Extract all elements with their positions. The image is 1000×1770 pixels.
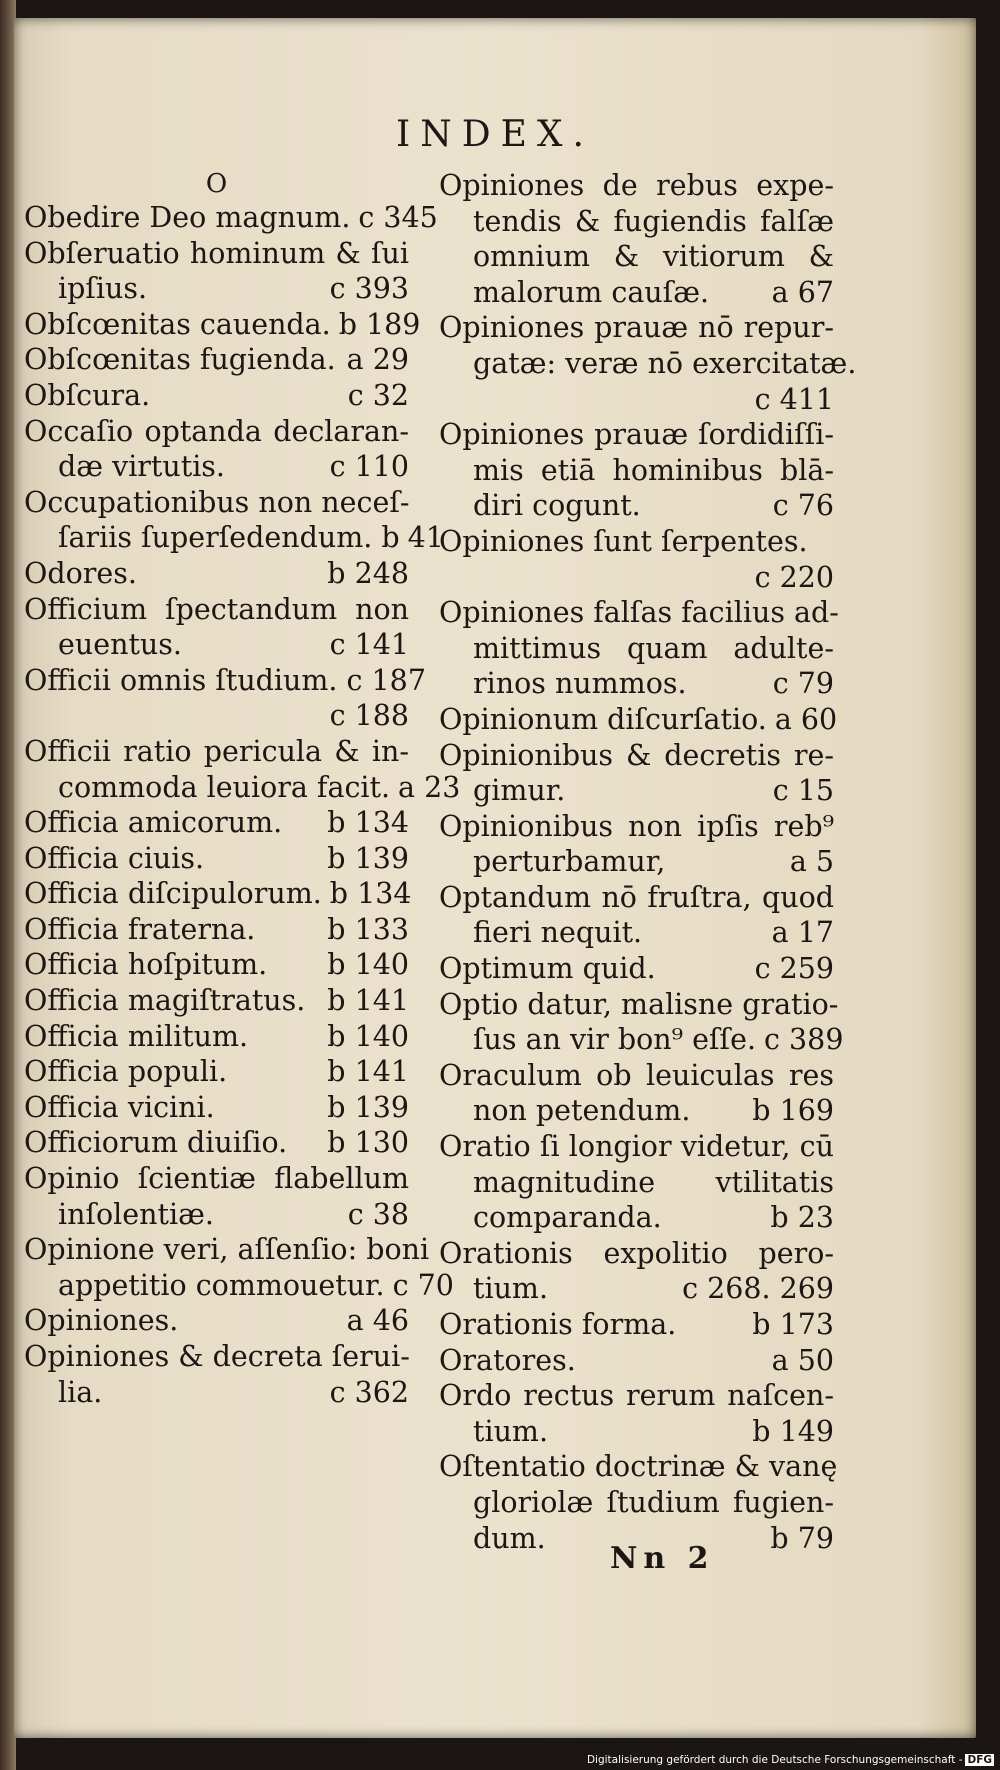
entry-reference: b 139 [327, 1090, 409, 1124]
entry-text: Officia militum. [24, 1019, 249, 1053]
entry-text: Officiorum diuiſio. [24, 1126, 288, 1160]
entry-line [24, 1375, 409, 1411]
index-entry [24, 1019, 409, 1055]
book-page [14, 18, 976, 1738]
section-letter: O [205, 169, 228, 199]
entry-line [439, 915, 834, 951]
entry-reference: b 140 [327, 948, 409, 982]
entry-reference: a 29 [346, 343, 409, 377]
entry-line [439, 1271, 834, 1307]
entry-reference: a 67 [771, 275, 834, 309]
index-entry [24, 414, 409, 485]
entry-reference: b 139 [327, 841, 409, 875]
entry-line: tendis & fugiendis falſæ [473, 204, 834, 238]
entry-line [24, 1268, 454, 1304]
entry-line: Officii omnis ſtudium. c 187 [24, 663, 426, 697]
entry-text: Opinionum diſcurſatio. [439, 702, 767, 736]
entry-line: Opiniones ſunt ſerpentes. [439, 524, 808, 558]
entry-text: ſus an vir bon⁹ eſſe. [473, 1023, 757, 1057]
entry-line [24, 520, 444, 556]
entry-text: inſolentiæ. [58, 1197, 214, 1231]
index-entry [439, 738, 834, 809]
entry-line [24, 1303, 409, 1339]
entry-text: ſariis ſuperſedendum. b [58, 521, 400, 555]
entry-line: Oſtentatio doctrinæ & vanę [439, 1450, 838, 1484]
index-entry [24, 1054, 409, 1090]
entry-text: dæ virtutis. [58, 450, 225, 484]
index-entry [24, 378, 409, 414]
index-entry [439, 951, 834, 987]
index-entry [439, 1058, 834, 1129]
entry-line: Oraculum ob leuiculas res [439, 1058, 834, 1092]
entry-line [24, 912, 409, 948]
entry-line [439, 844, 834, 880]
entry-line: magnitudine vtilitatis [473, 1165, 834, 1199]
index-entry [24, 734, 461, 805]
index-entry [24, 556, 409, 592]
entry-line: gatæ: veræ nō exercitatæ. [473, 346, 857, 380]
index-entry [24, 912, 409, 948]
entry-text: non petendum. [473, 1094, 691, 1128]
entry-reference: b 134 [329, 877, 412, 911]
entry-text: dum. [473, 1521, 546, 1555]
entry-text: commoda leuiora facit. [58, 770, 391, 804]
entry-line [439, 1307, 834, 1343]
entry-line [439, 951, 834, 987]
entry-line: Optio datur, malisne gratio- [439, 987, 839, 1021]
index-entry [24, 1125, 409, 1161]
catchword: Nn 2 [610, 1541, 715, 1576]
index-entry [24, 983, 409, 1019]
entry-reference: b 149 [752, 1414, 834, 1448]
entry-reference: b 133 [327, 912, 409, 946]
entry-line: Ordo rectus rerum naſcen- [439, 1379, 834, 1413]
entry-line: Optandum nō fruſtra, quod [439, 880, 834, 914]
entry-line [24, 770, 461, 806]
entry-line [439, 1200, 834, 1236]
entry-reference: c 220 [754, 560, 834, 594]
index-entry [439, 595, 839, 702]
entry-reference: b 79 [770, 1521, 834, 1555]
index-entry [439, 1378, 834, 1449]
index-entry [24, 342, 409, 378]
entry-line [439, 1343, 834, 1379]
entry-text: Officia diſcipulorum. [24, 877, 322, 911]
entry-text: tium. [473, 1414, 549, 1448]
entry-reference: c 362 [329, 1375, 409, 1409]
entry-text: diri cogunt. [473, 489, 641, 523]
entry-line [439, 275, 834, 311]
entry-reference: c 393 [329, 272, 409, 306]
entry-reference: b 173 [752, 1308, 834, 1341]
entry-reference: b 141 [327, 1055, 409, 1089]
entry-text: Opiniones. [24, 1304, 179, 1338]
entry-reference: c 411 [754, 382, 834, 416]
index-entry [24, 1303, 409, 1339]
entry-line [24, 841, 409, 877]
entry-line: Occaſio optanda declaran- [24, 414, 409, 448]
entry-reference: c 70 [392, 1268, 454, 1302]
entry-reference: 41 [407, 521, 444, 555]
entry-reference: b 248 [327, 556, 409, 590]
entry-line [24, 556, 409, 592]
entry-reference: a 50 [771, 1343, 834, 1377]
entry-line [24, 200, 438, 236]
entry-line [439, 1022, 844, 1058]
entry-line: mittimus quam adulte- [473, 631, 834, 665]
entry-reference: c 79 [772, 667, 834, 701]
index-entry [24, 307, 421, 343]
entry-line: Occupationibus non neceſ- [24, 485, 410, 519]
index-column-right [439, 168, 857, 1556]
entry-reference: c 141 [329, 628, 409, 662]
entry-line: Orationis expolitio pero- [439, 1236, 834, 1270]
entry-line [24, 378, 409, 414]
index-entry [24, 485, 444, 556]
entry-reference: b 130 [327, 1126, 409, 1160]
entry-text: Officia hoſpitum. [24, 948, 268, 982]
entry-reference: c 259 [754, 952, 834, 986]
entry-reference: c 345 [358, 201, 438, 234]
index-entry [439, 987, 844, 1058]
entry-line [24, 342, 409, 378]
entry-text: Odores. [24, 556, 137, 590]
index-entry [24, 236, 409, 307]
index-entry [24, 805, 409, 841]
index-entry [439, 310, 857, 417]
entry-line [24, 1019, 409, 1055]
entry-line: mis etiā hominibus blā- [473, 453, 834, 487]
entry-text: Orationis forma. [439, 1308, 677, 1341]
entry-reference: c 15 [772, 774, 834, 808]
index-entry [24, 876, 412, 912]
index-entry [24, 841, 409, 877]
entry-line: Oratio ſi longior videtur, cū [439, 1130, 834, 1164]
entry-line [24, 1125, 409, 1161]
entry-text: fieri nequit. [473, 916, 643, 950]
entry-reference: a 23 [398, 770, 461, 804]
entry-reference: a 46 [346, 1304, 409, 1338]
entry-line: Officium ſpectandum non [24, 592, 409, 626]
entry-reference: c 76 [772, 489, 834, 523]
entry-text: Officia magiſtratus. [24, 984, 306, 1018]
index-entry [439, 809, 834, 880]
entry-line: Opiniones prauæ nō repur- [439, 311, 834, 345]
entry-text: ipſius. [58, 272, 148, 306]
index-column-left [24, 168, 461, 1410]
entry-line: Obſeruatio hominum & ſui [24, 236, 409, 270]
index-entry [439, 702, 838, 738]
entry-text: lia. [58, 1375, 103, 1409]
index-entry [24, 947, 409, 983]
index-entry [24, 200, 438, 236]
entry-reference: c 389 [764, 1023, 844, 1057]
entry-reference: a 60 [774, 702, 838, 736]
index-entry [24, 1232, 454, 1303]
entry-reference: b 169 [752, 1094, 834, 1128]
entry-reference: c 188 [329, 699, 409, 733]
entry-text: rinos nummos. [473, 667, 687, 701]
index-list-left [24, 200, 461, 1410]
entry-line [439, 1093, 834, 1129]
entry-line [24, 271, 409, 307]
entry-line: Opiniones & decreta ſerui- [24, 1340, 410, 1373]
entry-text: perturbamur, [473, 845, 666, 879]
entry-line [439, 666, 834, 702]
entry-line [24, 947, 409, 983]
page-title: INDEX. [396, 114, 594, 155]
entry-reference: b 141 [327, 984, 409, 1018]
index-list-right [439, 168, 857, 1556]
entry-reference: c 32 [347, 378, 409, 412]
entry-text: malorum cauſæ. [473, 275, 710, 309]
entry-line [439, 702, 838, 738]
entry-text: Optimum quid. [439, 952, 656, 986]
entry-line: Opinione veri, aſſenſio: boni [24, 1233, 430, 1267]
entry-reference: c 38 [347, 1197, 409, 1231]
index-entry [439, 1236, 834, 1307]
index-entry [439, 1307, 834, 1343]
index-entry [439, 417, 834, 524]
index-entry [439, 1129, 834, 1236]
index-entry [439, 168, 834, 310]
digitization-footer [587, 1754, 994, 1766]
entry-line: Opiniones de rebus expe- [439, 169, 834, 202]
entry-reference: b 140 [327, 1019, 409, 1053]
entry-text: Oratores. [439, 1343, 576, 1377]
entry-reference: b 189 [338, 307, 421, 341]
entry-line: Opinionibus non ipſis reb⁹ [439, 809, 834, 843]
entry-text: Officia populi. [24, 1055, 228, 1089]
dfg-logo: DFG [967, 1754, 992, 1766]
entry-line [439, 773, 834, 809]
index-entry [24, 663, 426, 734]
entry-reference: c 268. 269 [682, 1272, 834, 1306]
entry-reference: b 134 [327, 806, 409, 840]
index-entry [439, 1343, 834, 1379]
entry-line [24, 449, 409, 485]
entry-line: Opinionibus & decretis re- [439, 738, 834, 772]
entry-line [24, 627, 409, 663]
entry-text: Officia ciuis. [24, 841, 205, 875]
entry-line: Opinio ſcientiæ flabellum [24, 1162, 409, 1196]
entry-line [24, 983, 409, 1019]
index-entry [439, 880, 834, 951]
entry-line: Opiniones falſas facilius ad- [439, 596, 839, 630]
index-entry [24, 1339, 409, 1410]
index-entry [439, 524, 834, 595]
entry-line: Officii ratio pericula & in- [24, 734, 409, 768]
entry-line: Opiniones prauæ ſordidiſſi- [439, 418, 834, 452]
entry-line [24, 876, 412, 912]
entry-reference: b 23 [770, 1201, 834, 1235]
entry-text: comparanda. [473, 1201, 662, 1235]
entry-text: Officia amicorum. [24, 806, 283, 840]
entry-text: euentus. [58, 628, 182, 662]
entry-text: Obſcœnitas fugienda. [24, 343, 336, 377]
entry-text: appetitio commouetur. [58, 1268, 385, 1302]
entry-reference: a 17 [771, 916, 834, 950]
entry-text: Obedire Deo magnum. [24, 201, 351, 234]
entry-text: Officia vicini. [24, 1090, 215, 1124]
entry-text: gimur. [473, 774, 566, 808]
entry-reference: a 5 [789, 845, 834, 879]
entry-line [24, 1090, 409, 1126]
entry-line [24, 307, 421, 343]
entry-line [24, 1197, 409, 1233]
index-entry [24, 1090, 409, 1126]
entry-text: Obſcura. [24, 378, 151, 412]
entry-text: Obſcœnitas cauenda. [24, 307, 331, 341]
index-entry [24, 592, 409, 663]
entry-line [439, 488, 834, 524]
entry-line [24, 805, 409, 841]
entry-line [24, 1054, 409, 1090]
entry-line: omnium & vitiorum & [473, 240, 834, 274]
entry-line [439, 1414, 834, 1450]
entry-reference: c 110 [329, 450, 409, 484]
entry-text: Officia fraterna. [24, 912, 256, 946]
entry-line: gloriolæ ſtudium fugien- [473, 1485, 834, 1519]
index-entry [24, 1161, 409, 1232]
footer-text: Digitalisierung gefördert durch die Deutsche Forschungsgemeinschaft - [586, 1754, 963, 1766]
entry-text: tium. [473, 1272, 549, 1306]
